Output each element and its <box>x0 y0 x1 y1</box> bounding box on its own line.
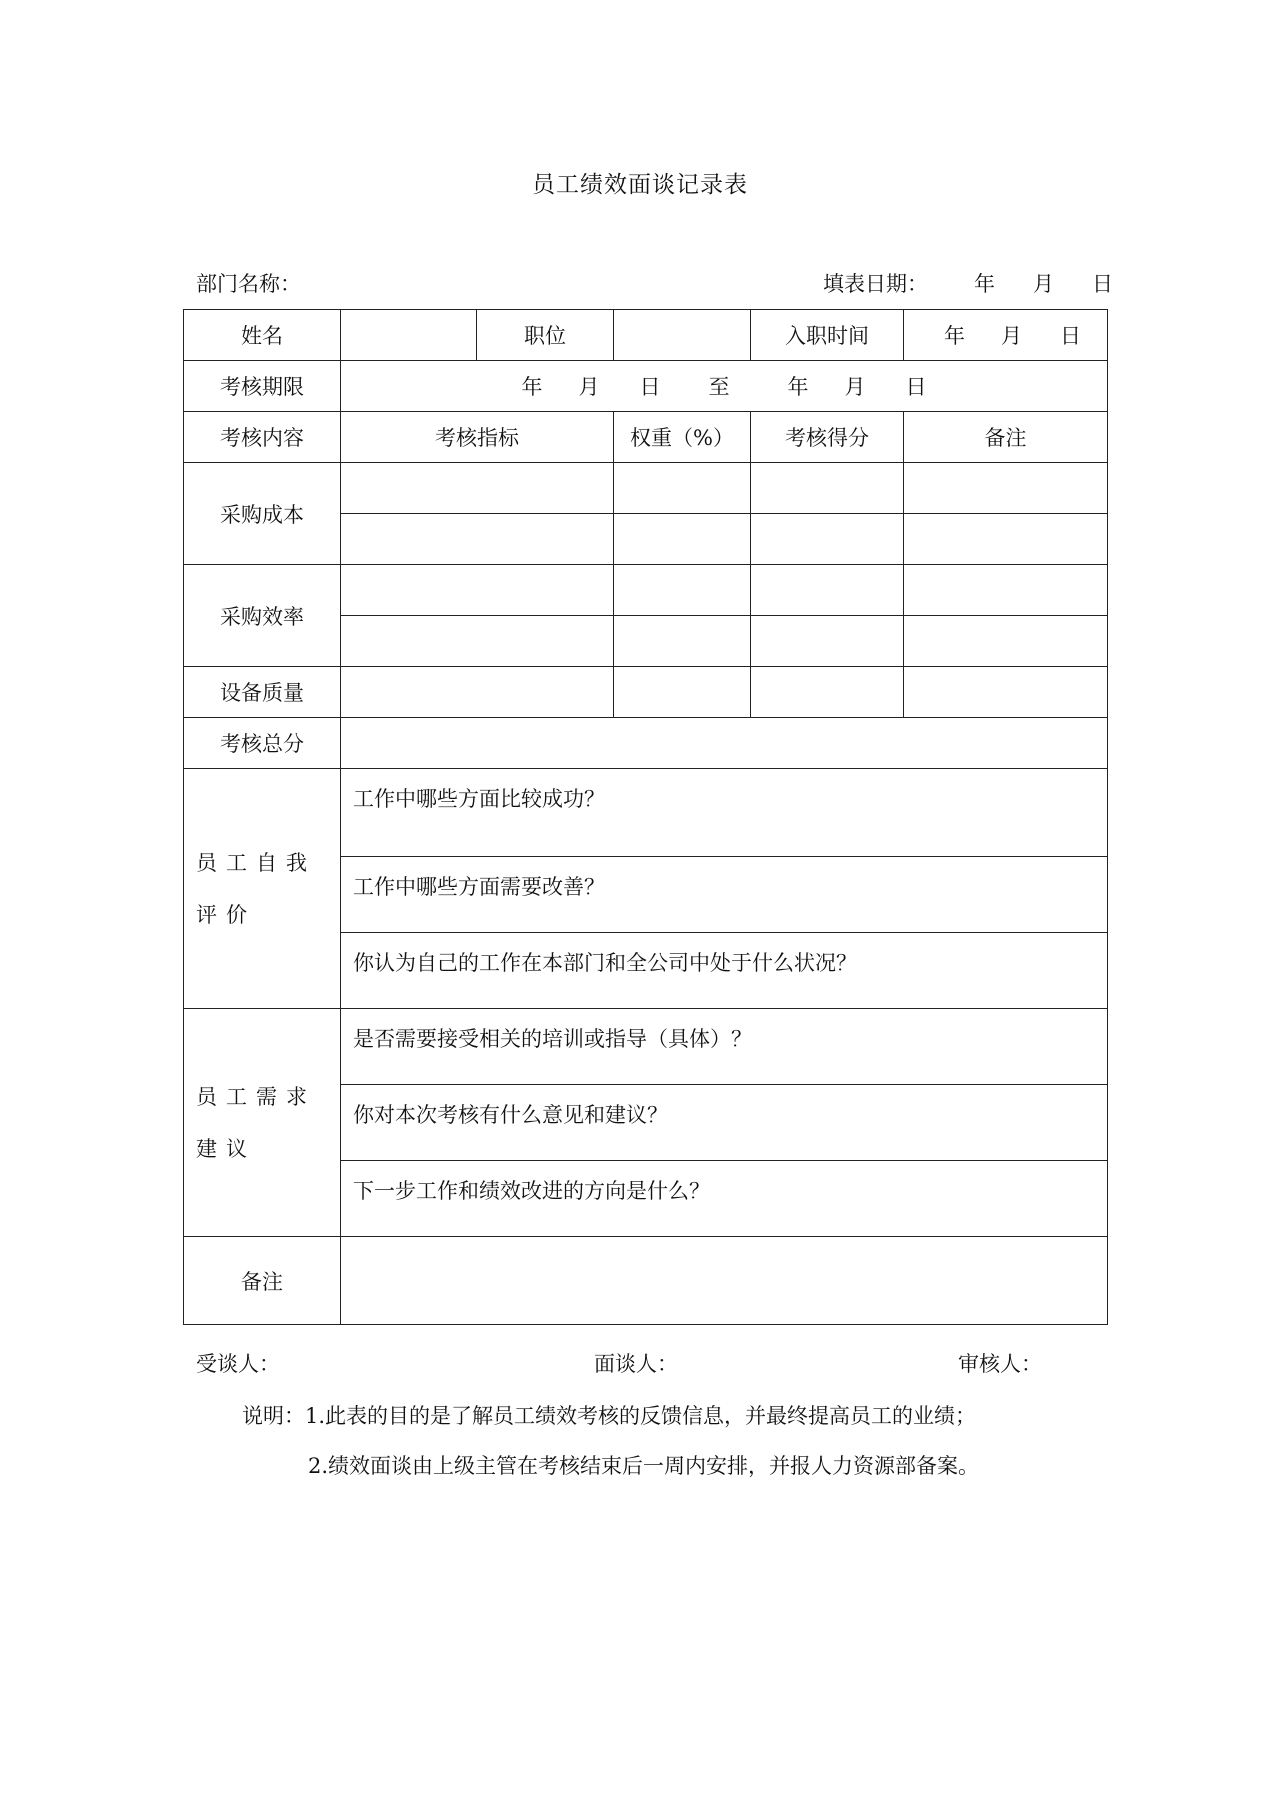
remark-cell[interactable] <box>904 514 1108 565</box>
weight-cell[interactable] <box>614 565 751 616</box>
hire-day: 日 <box>1060 324 1081 348</box>
needs-question[interactable]: 是否需要接受相关的培训或指导（具体）？ <box>341 1009 1108 1085</box>
self-eval-question[interactable]: 工作中哪些方面比较成功？ <box>341 769 1108 857</box>
name-label: 姓名 <box>184 310 341 361</box>
score-cell[interactable] <box>751 514 904 565</box>
note-line-1: 说明：1.此表的目的是了解员工绩效考核的反馈信息，并最终提高员工的业绩； <box>242 1404 977 1428</box>
table-row <box>184 769 1108 857</box>
remark-field[interactable] <box>341 1237 1108 1325</box>
hire-month: 月 <box>1001 324 1022 348</box>
hire-date-label: 入职时间 <box>751 310 904 361</box>
period-end-year: 年 <box>787 375 809 399</box>
indicator-cell[interactable] <box>341 616 614 667</box>
table-row <box>184 718 1108 769</box>
indicator-cell[interactable] <box>341 667 614 718</box>
self-eval-question[interactable]: 你认为自己的工作在本部门和全公司中处于什么状况？ <box>341 933 1108 1009</box>
indicator-cell[interactable] <box>341 565 614 616</box>
position-field[interactable] <box>614 310 751 361</box>
col-indicator-header: 考核指标 <box>341 412 614 463</box>
col-weight-header: 权重（%） <box>614 412 751 463</box>
needs-question[interactable]: 下一步工作和绩效改进的方向是什么？ <box>341 1161 1108 1237</box>
category-efficiency: 采购效率 <box>184 565 341 667</box>
interviewee-label: 受谈人： <box>196 1352 280 1376</box>
weight-cell[interactable] <box>614 514 751 565</box>
table-row <box>184 463 1108 514</box>
indicator-cell[interactable] <box>341 514 614 565</box>
remark-cell[interactable] <box>904 667 1108 718</box>
score-cell[interactable] <box>751 565 904 616</box>
period-to: 至 <box>708 375 730 399</box>
table-row <box>184 1237 1108 1325</box>
needs-question[interactable]: 你对本次考核有什么意见和建议？ <box>341 1085 1108 1161</box>
note-line-2: 2.绩效面谈由上级主管在考核结束后一周内安排，并报人力资源部备案。 <box>308 1454 980 1478</box>
weight-cell[interactable] <box>614 463 751 514</box>
fill-date-label: 填表日期： <box>823 272 928 296</box>
remark-cell[interactable] <box>904 463 1108 514</box>
fill-date-year: 年 <box>974 272 995 296</box>
score-cell[interactable] <box>751 667 904 718</box>
interviewer-label: 面谈人： <box>594 1352 678 1376</box>
self-eval-label: 员工自我评价 <box>184 769 341 1009</box>
table-row <box>184 667 1108 718</box>
table-row <box>184 310 1108 361</box>
hire-year: 年 <box>944 324 965 348</box>
category-cost: 采购成本 <box>184 463 341 565</box>
col-remark-header: 备注 <box>904 412 1108 463</box>
period-start-day: 日 <box>639 375 661 399</box>
total-score-field[interactable] <box>341 718 1108 769</box>
period-field[interactable] <box>341 361 1108 412</box>
indicator-cell[interactable] <box>341 463 614 514</box>
weight-cell[interactable] <box>614 616 751 667</box>
score-cell[interactable] <box>751 616 904 667</box>
page-title: 员工绩效面谈记录表 <box>532 172 748 198</box>
total-score-label: 考核总分 <box>184 718 341 769</box>
reviewer-label: 审核人： <box>958 1352 1042 1376</box>
fill-date-month: 月 <box>1033 272 1054 296</box>
period-label: 考核期限 <box>184 361 341 412</box>
weight-cell[interactable] <box>614 667 751 718</box>
self-eval-question[interactable]: 工作中哪些方面需要改善？ <box>341 857 1108 933</box>
table-header-row <box>184 412 1108 463</box>
department-label: 部门名称： <box>196 272 301 296</box>
period-end-month: 月 <box>844 375 866 399</box>
table-row <box>184 565 1108 616</box>
hire-date-field[interactable] <box>904 310 1108 361</box>
position-label: 职位 <box>477 310 614 361</box>
table-row <box>184 1009 1108 1085</box>
score-cell[interactable] <box>751 463 904 514</box>
category-quality: 设备质量 <box>184 667 341 718</box>
name-field[interactable] <box>341 310 477 361</box>
fill-date-day: 日 <box>1092 272 1113 296</box>
col-score-header: 考核得分 <box>751 412 904 463</box>
period-end-day: 日 <box>905 375 927 399</box>
remark-cell[interactable] <box>904 616 1108 667</box>
period-start-year: 年 <box>521 375 543 399</box>
period-start-month: 月 <box>578 375 600 399</box>
table-row <box>184 361 1108 412</box>
remark-label: 备注 <box>184 1237 341 1325</box>
col-content-header: 考核内容 <box>184 412 341 463</box>
interview-form-table <box>183 309 1108 1325</box>
remark-cell[interactable] <box>904 565 1108 616</box>
needs-label: 员工需求建议 <box>184 1009 341 1237</box>
fill-date <box>823 268 1113 298</box>
